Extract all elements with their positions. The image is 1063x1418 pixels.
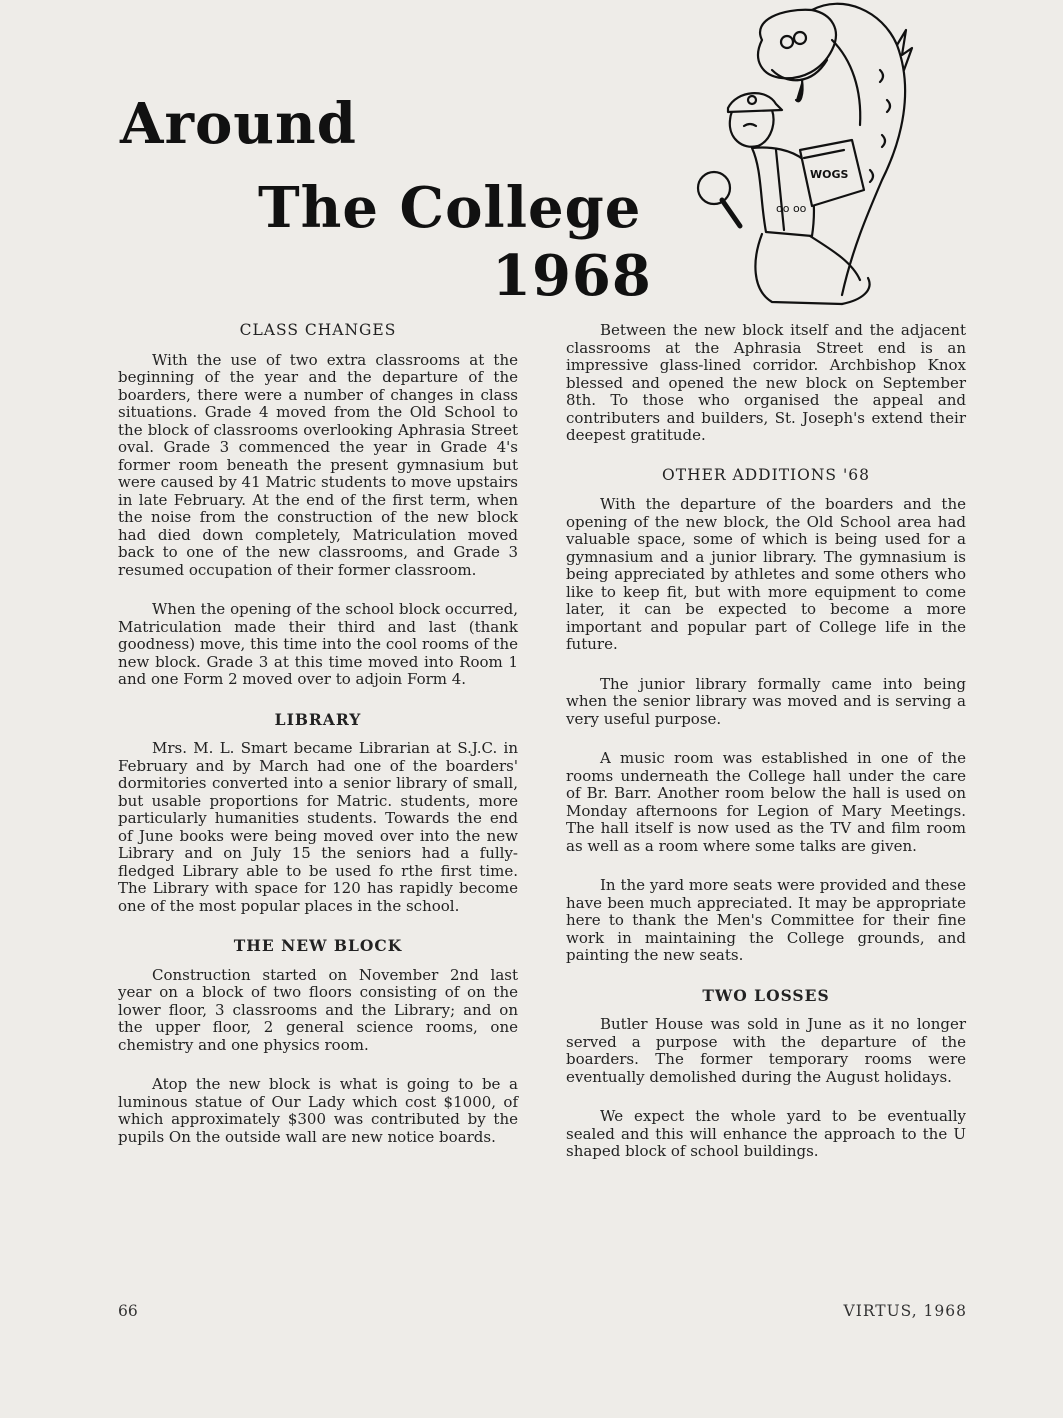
paragraph: Butler House was sold in June as it no longer served a purpose with the departure of the boarders. The former temporary rooms were eventually demolished during the August holidays.: [566, 1015, 966, 1086]
title-around: Around: [120, 91, 357, 157]
paragraph: With the use of two extra classrooms at the beginning of the year and the departure of the boarders, there were a number of changes in class situations. Grade 4 moved from the Old School to the block of classrooms overlooking Aphrasia Street oval. Grade 3 commenced the year in Grade 4's former room beneath the present gymnasium but were caused by 41 Matric students to move upstairs in late February. At the end of the first term, when the noise from the construction of the new block had died down completely, Matriculation moved back to one of the new classrooms, and Grade 3 resumed occupation of their former classroom.: [118, 350, 518, 579]
paragraph: With the departure of the boarders and the opening of the new block, the Old School area had valuable space, some of which is being used for a gymnasium and a junior library. The gymnasium is being appreciated by athletes and some others who like to keep fit, but with more equipment to come later, it can be expected to become a more important and popular part of College life in the future.: [566, 495, 966, 653]
paragraph: Atop the new block is what is going to be a luminous statue of Our Lady which cost $1000, of which approximately $300 was contributed by the pupils On the outside wall are new notice boards.: [118, 1075, 518, 1146]
right-column: [566, 322, 966, 1183]
page-number: 66: [118, 1302, 138, 1320]
uniform-tag: oo oo: [776, 202, 807, 215]
paragraph: Mrs. M. L. Smart became Librarian at S.J.C. in February and by March had one of the boarders' dormitories converted into a senior library of small, but usable proportions for Matric. students, more particularly humanities students. Towards the end of June books were being moved over into the new Library and on July 15 the seniors had a fully-fledged Library able to be used fo rthe first time. The Library with space for 120 has rapidly become one of the most popular places in the school.: [118, 739, 518, 915]
paragraph: We expect the whole yard to be eventually sealed and this will enhance the approach to the U shaped block of school buildings.: [566, 1107, 966, 1160]
paragraph: Construction started on November 2nd last year on a block of two floors consisting of on the lower floor, 3 classrooms and the Library; and on the upper floor, 2 general science rooms, one chemistry and one physics room.: [118, 965, 518, 1054]
heading-library: LIBRARY: [274, 709, 362, 729]
paragraph: A music room was established in one of the rooms underneath the College hall under the care of Br. Barr. Another room below the hall is used on Monday afternoons for Legion of Mary Meetings. The hall itself is now used as the TV and film room as well as a room where some talks are given.: [566, 749, 966, 855]
left-column: [118, 322, 518, 1168]
title-year: 1968: [492, 243, 652, 309]
title-the-college: The College: [258, 175, 642, 241]
paragraph: Between the new block itself and the adjacent classrooms at the Aphrasia Street end is an impressive glass-lined corridor. Archbishop Knox blessed and opened the new block on September 8th. To those who organised the appeal and contributers and builders, St. Joseph's extend their deepest gratitude.: [566, 321, 966, 444]
publication-footer: VIRTUS, 1968: [843, 1302, 967, 1320]
dinosaur-student-illustration: [692, 0, 918, 312]
paragraph: In the yard more seats were provided and these have been much appreciated. It may be appropriate here to thank the Men's Committee for their fine work in maintaining the College grounds, and painting the new seats.: [566, 876, 966, 964]
heading-other-additions: OTHER ADDITIONS '68: [662, 465, 870, 484]
heading-new-block: THE NEW BLOCK: [233, 936, 403, 955]
paragraph: The junior library formally came into being when the senior library was moved and is serving a very useful purpose.: [566, 674, 966, 728]
paragraph: When the opening of the school block occurred, Matriculation made their third and last (thank goodness) move, this time into the cool rooms of the new block. Grade 3 at this time moved into Room 1 and one Form 2 moved over to adjoin Form 4.: [118, 600, 518, 688]
heading-two-losses: TWO LOSSES: [702, 985, 830, 1005]
book-label: WOGS: [810, 168, 849, 181]
heading-class-changes: CLASS CHANGES: [239, 321, 397, 339]
